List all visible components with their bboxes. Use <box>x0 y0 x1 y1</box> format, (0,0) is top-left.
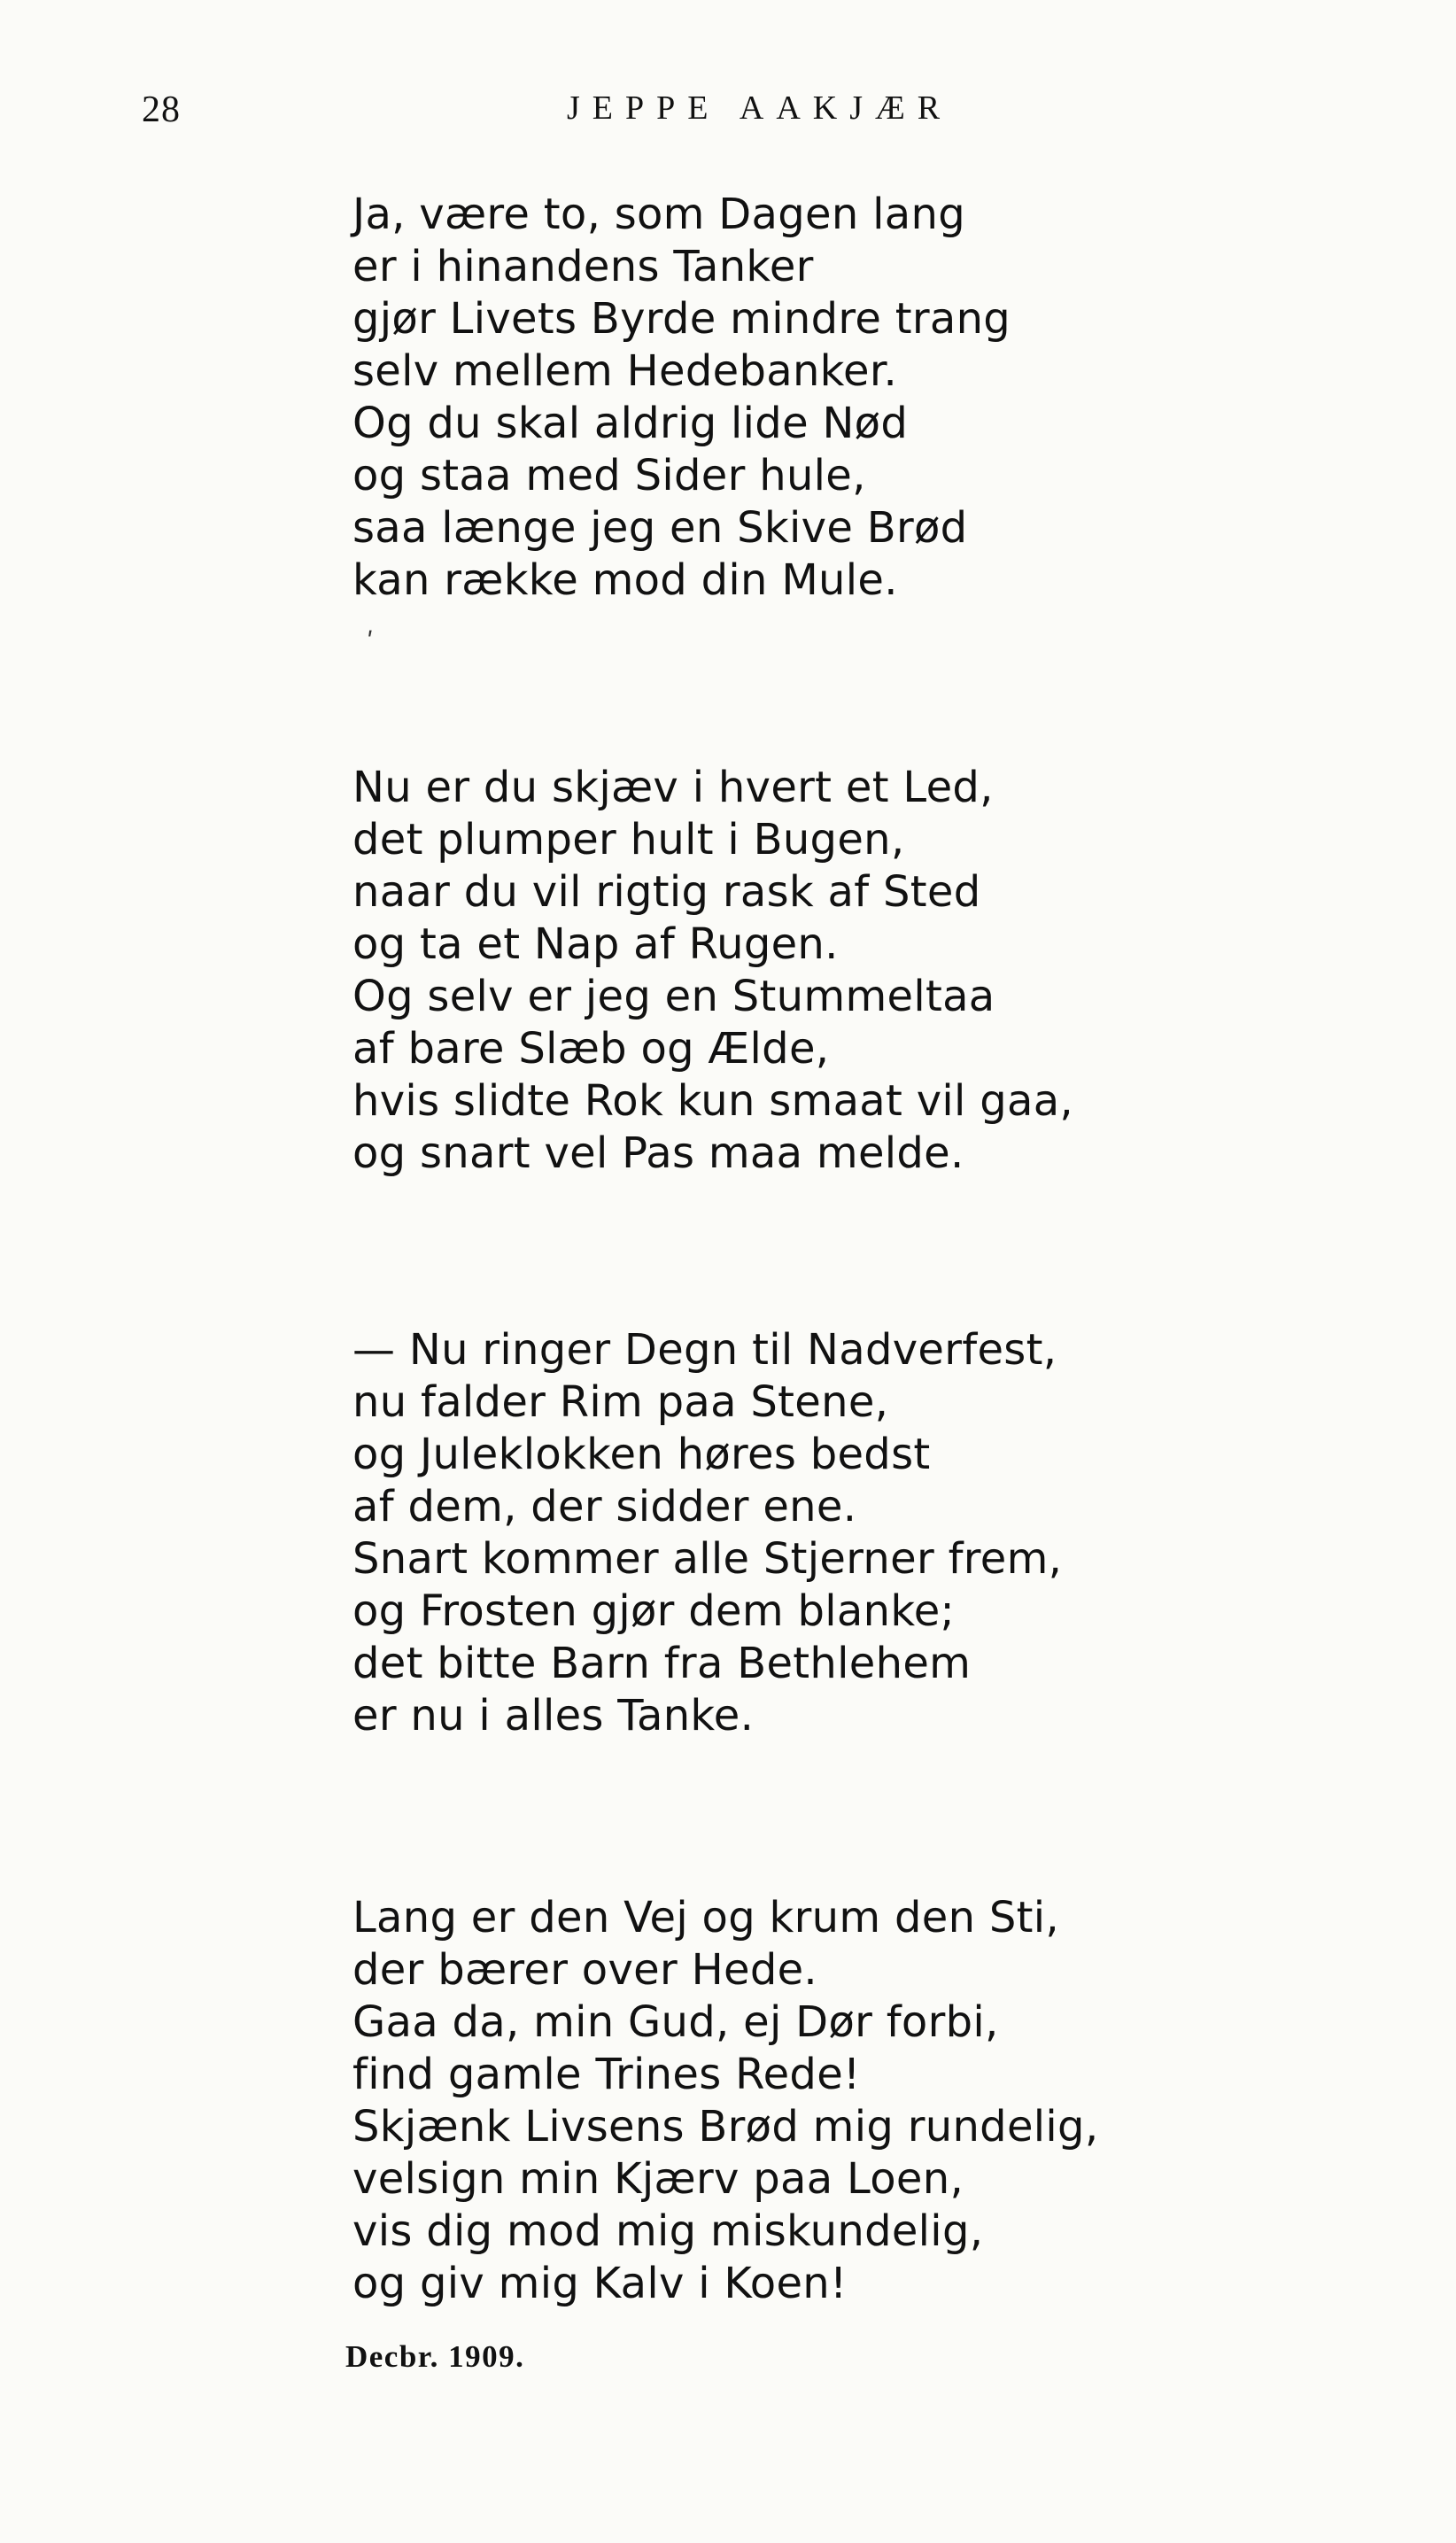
poem-line: nu falder Rim paa Stene, <box>352 1377 889 1427</box>
poem-line: hvis slidte Rok kun smaat vil gaa, <box>352 1076 1073 1126</box>
poem-line: vis dig mod mig miskundelig, <box>352 2206 984 2256</box>
page-number: 28 <box>142 89 181 130</box>
poem-line: der bærer over Hede. <box>352 1945 817 1995</box>
poem-line: naar du vil rigtig rask af Sted <box>352 867 981 917</box>
poem-line: kan række mod din Mule. <box>352 555 898 605</box>
poem-line: selv mellem Hedebanker. <box>352 346 898 396</box>
stanza-4 <box>352 1892 1098 2310</box>
poem-line: Nu er du skjæv i hvert et Led, <box>352 763 994 812</box>
poem-line: og ta et Nap af Rugen. <box>352 919 839 969</box>
poem-line: af dem, der sidder ene. <box>352 1482 857 1531</box>
dateline: Decbr. 1909. <box>345 2339 525 2374</box>
poem-line: er i hinandens Tanker <box>352 242 814 291</box>
poem-line: det plumper hult i Bugen, <box>352 815 905 864</box>
poem-line: Snart kommer alle Stjerner frem, <box>352 1534 1063 1584</box>
poem-line: Ja, være to, som Dagen lang <box>352 190 965 239</box>
poem-line: — Nu ringer Degn til Nadverfest, <box>352 1325 1057 1375</box>
poem-line: og snart vel Pas maa melde. <box>352 1128 964 1178</box>
poem-line: det bitte Barn fra Bethlehem <box>352 1639 972 1688</box>
poem-line: find gamle Trines Rede! <box>352 2050 861 2099</box>
poem-line: af bare Slæb og Ælde, <box>352 1024 830 1074</box>
stanza-2 <box>352 762 1073 1180</box>
poem-line: og staa med Sider hule, <box>352 451 866 500</box>
stanza-1 <box>352 189 1011 607</box>
poem-line: er nu i alles Tanke. <box>352 1691 755 1741</box>
poem-line: og Frosten gjør dem blanke; <box>352 1586 956 1636</box>
poem-line: saa længe jeg en Skive Brød <box>352 503 968 553</box>
running-head: JEPPE AAKJÆR <box>567 89 953 127</box>
poem-line: Gaa da, min Gud, ej Dør forbi, <box>352 1997 999 2047</box>
poem-line: og Juleklokken høres bedst <box>352 1430 931 1479</box>
poem-line: Skjænk Livsens Brød mig rundelig, <box>352 2102 1099 2151</box>
stanza-3 <box>352 1324 1062 1742</box>
poem-line: Lang er den Vej og krum den Sti, <box>352 1893 1059 1942</box>
stray-print-mark: ʹ <box>367 627 374 656</box>
poem-line: og giv mig Kalv i Koen! <box>352 2259 848 2308</box>
poem-line: gjør Livets Byrde mindre trang <box>352 294 1011 344</box>
poem-line: velsign min Kjærv paa Loen, <box>352 2154 964 2204</box>
poem-line: Og selv er jeg en Stummeltaa <box>352 972 995 1021</box>
poem-line: Og du skal aldrig lide Nød <box>352 399 909 448</box>
